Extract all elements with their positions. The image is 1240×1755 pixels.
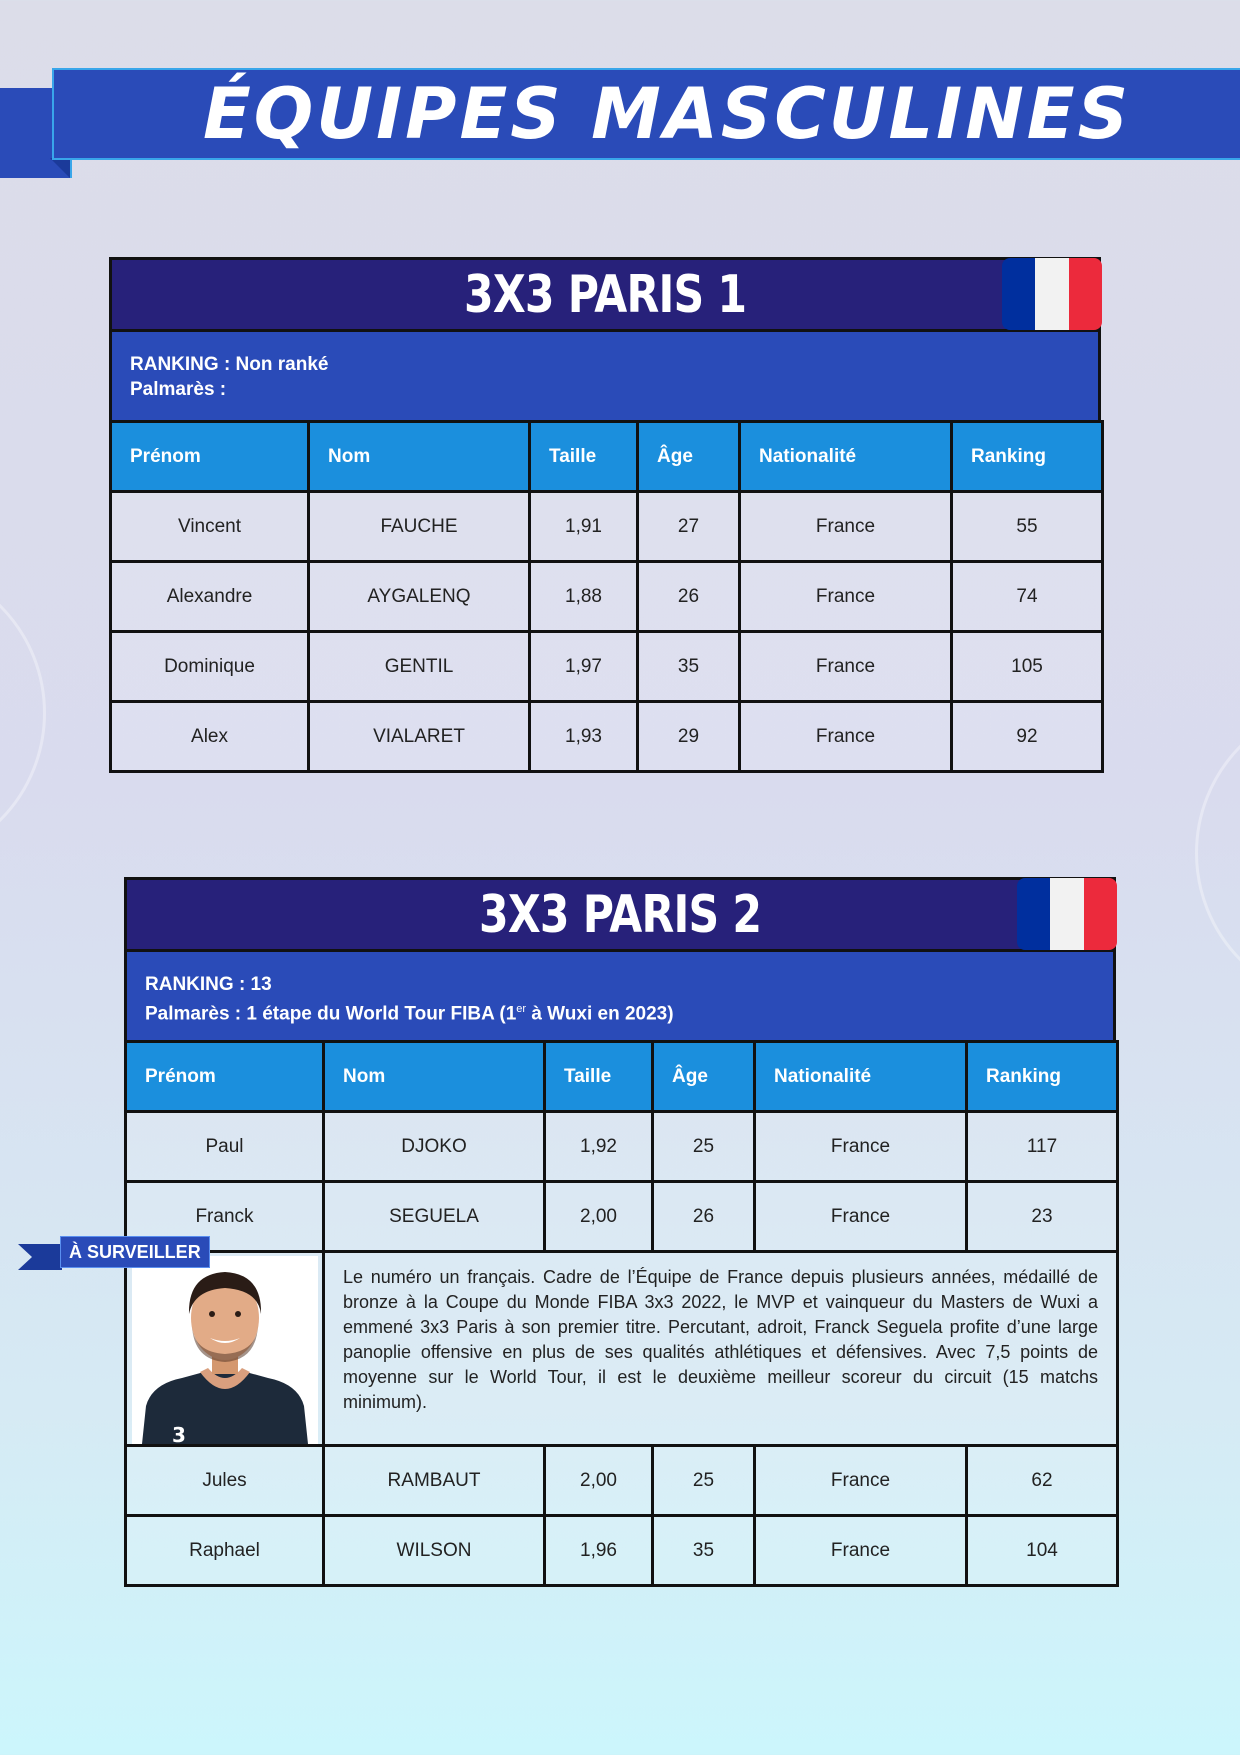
players-table bbox=[109, 420, 1104, 773]
player-photo-cell bbox=[126, 1252, 324, 1446]
player-nationalite: France bbox=[755, 1516, 967, 1586]
column-header-nationalite: Nationalité bbox=[755, 1042, 967, 1112]
table-header-row bbox=[111, 422, 1103, 492]
table-row bbox=[111, 562, 1103, 632]
player-prenom: Jules bbox=[126, 1446, 324, 1516]
team-card-1 bbox=[109, 257, 1101, 773]
team-header bbox=[124, 877, 1116, 949]
player-nationalite: France bbox=[755, 1446, 967, 1516]
player-ranking: 104 bbox=[967, 1516, 1118, 1586]
team-palmares: Palmarès : 1 étape du World Tour FIBA (1er à Wuxi en 2023) bbox=[145, 1003, 674, 1025]
player-age: 35 bbox=[638, 632, 740, 702]
team-title: 3X3 PARIS 1 bbox=[463, 264, 747, 325]
team-info bbox=[109, 329, 1101, 423]
watch-badge-tail bbox=[18, 1244, 62, 1270]
player-prenom: Raphael bbox=[126, 1516, 324, 1586]
table-row bbox=[126, 1446, 1118, 1516]
player-age: 26 bbox=[638, 562, 740, 632]
player-nom: DJOKO bbox=[324, 1112, 545, 1182]
column-header-taille: Taille bbox=[545, 1042, 653, 1112]
player-nom: FAUCHE bbox=[309, 492, 530, 562]
player-photo bbox=[132, 1256, 318, 1444]
page-title: ÉQUIPES MASCULINES bbox=[202, 73, 1132, 155]
player-taille: 1,93 bbox=[530, 702, 638, 772]
column-header-nom: Nom bbox=[309, 422, 530, 492]
column-header-taille: Taille bbox=[530, 422, 638, 492]
player-prenom: Vincent bbox=[111, 492, 309, 562]
player-ranking: 105 bbox=[952, 632, 1103, 702]
player-ranking: 23 bbox=[967, 1182, 1118, 1252]
player-ranking: 62 bbox=[967, 1446, 1118, 1516]
player-age: 35 bbox=[653, 1516, 755, 1586]
table-row bbox=[111, 492, 1103, 562]
player-nom: SEGUELA bbox=[324, 1182, 545, 1252]
table-row bbox=[126, 1516, 1118, 1586]
column-header-ranking: Ranking bbox=[952, 422, 1103, 492]
player-nationalite: France bbox=[740, 632, 952, 702]
player-nationalite: France bbox=[740, 562, 952, 632]
player-prenom: Dominique bbox=[111, 632, 309, 702]
france-flag-icon bbox=[1002, 258, 1102, 330]
column-header-prenom: Prénom bbox=[111, 422, 309, 492]
player-taille: 2,00 bbox=[545, 1182, 653, 1252]
column-header-ranking: Ranking bbox=[967, 1042, 1118, 1112]
france-flag-icon bbox=[1017, 878, 1117, 950]
table-header-row bbox=[126, 1042, 1118, 1112]
table-row bbox=[111, 632, 1103, 702]
player-age: 27 bbox=[638, 492, 740, 562]
player-bio: Le numéro un français. Cadre de l’Équipe de France depuis plusieurs années, médaillé de bronze à la Coupe du Monde FIBA 3x3 2022, le MVP et vainqueur du Masters de Wuxi a emmené 3x3 Paris à son premier titre. Percutant, adroit, Franck Seguela profite d’une large panoplie offensive en plus de ses qualités athlétiques et défensives. Avec 7,5 points de moyenne sur le World Tour, il est le deuxième meilleur scoreur du circuit (15 matchs minimum). bbox=[324, 1252, 1118, 1446]
background-court-circle-right bbox=[1195, 700, 1240, 1006]
player-nom: GENTIL bbox=[309, 632, 530, 702]
team-card-2 bbox=[124, 877, 1116, 1587]
player-prenom: Alexandre bbox=[111, 562, 309, 632]
column-header-age: Âge bbox=[638, 422, 740, 492]
page-banner bbox=[52, 68, 1240, 160]
player-taille: 1,97 bbox=[530, 632, 638, 702]
player-nom: VIALARET bbox=[309, 702, 530, 772]
player-taille: 2,00 bbox=[545, 1446, 653, 1516]
player-age: 25 bbox=[653, 1112, 755, 1182]
player-ranking: 55 bbox=[952, 492, 1103, 562]
team-title: 3X3 PARIS 2 bbox=[478, 884, 762, 945]
player-taille: 1,88 bbox=[530, 562, 638, 632]
watch-badge: À SURVEILLER bbox=[60, 1236, 210, 1268]
team-header bbox=[109, 257, 1101, 329]
team-info bbox=[124, 949, 1116, 1043]
player-spotlight-row bbox=[126, 1252, 1118, 1446]
team-palmares: Palmarès : bbox=[130, 379, 227, 400]
team-ranking: RANKING : Non ranké bbox=[130, 354, 329, 375]
player-taille: 1,92 bbox=[545, 1112, 653, 1182]
table-row bbox=[126, 1112, 1118, 1182]
player-prenom: Alex bbox=[111, 702, 309, 772]
team-ranking: RANKING : 13 bbox=[145, 974, 272, 995]
player-age: 26 bbox=[653, 1182, 755, 1252]
player-prenom: Paul bbox=[126, 1112, 324, 1182]
column-header-age: Âge bbox=[653, 1042, 755, 1112]
background-court-circle-left bbox=[0, 560, 46, 866]
banner-fold bbox=[50, 158, 70, 178]
column-header-nom: Nom bbox=[324, 1042, 545, 1112]
player-taille: 1,91 bbox=[530, 492, 638, 562]
table-row bbox=[126, 1182, 1118, 1252]
player-age: 29 bbox=[638, 702, 740, 772]
player-nationalite: France bbox=[740, 492, 952, 562]
table-row bbox=[111, 702, 1103, 772]
player-nom: AYGALENQ bbox=[309, 562, 530, 632]
player-nationalite: France bbox=[740, 702, 952, 772]
player-nom: RAMBAUT bbox=[324, 1446, 545, 1516]
player-age: 25 bbox=[653, 1446, 755, 1516]
player-nom: WILSON bbox=[324, 1516, 545, 1586]
jersey-number: 3 bbox=[171, 1423, 186, 1444]
player-nationalite: France bbox=[755, 1182, 967, 1252]
column-header-prenom: Prénom bbox=[126, 1042, 324, 1112]
players-table bbox=[124, 1040, 1119, 1587]
player-taille: 1,96 bbox=[545, 1516, 653, 1586]
player-ranking: 74 bbox=[952, 562, 1103, 632]
player-ranking: 92 bbox=[952, 702, 1103, 772]
player-prenom: Franck bbox=[126, 1182, 324, 1252]
player-nationalite: France bbox=[755, 1112, 967, 1182]
column-header-nationalite: Nationalité bbox=[740, 422, 952, 492]
player-ranking: 117 bbox=[967, 1112, 1118, 1182]
